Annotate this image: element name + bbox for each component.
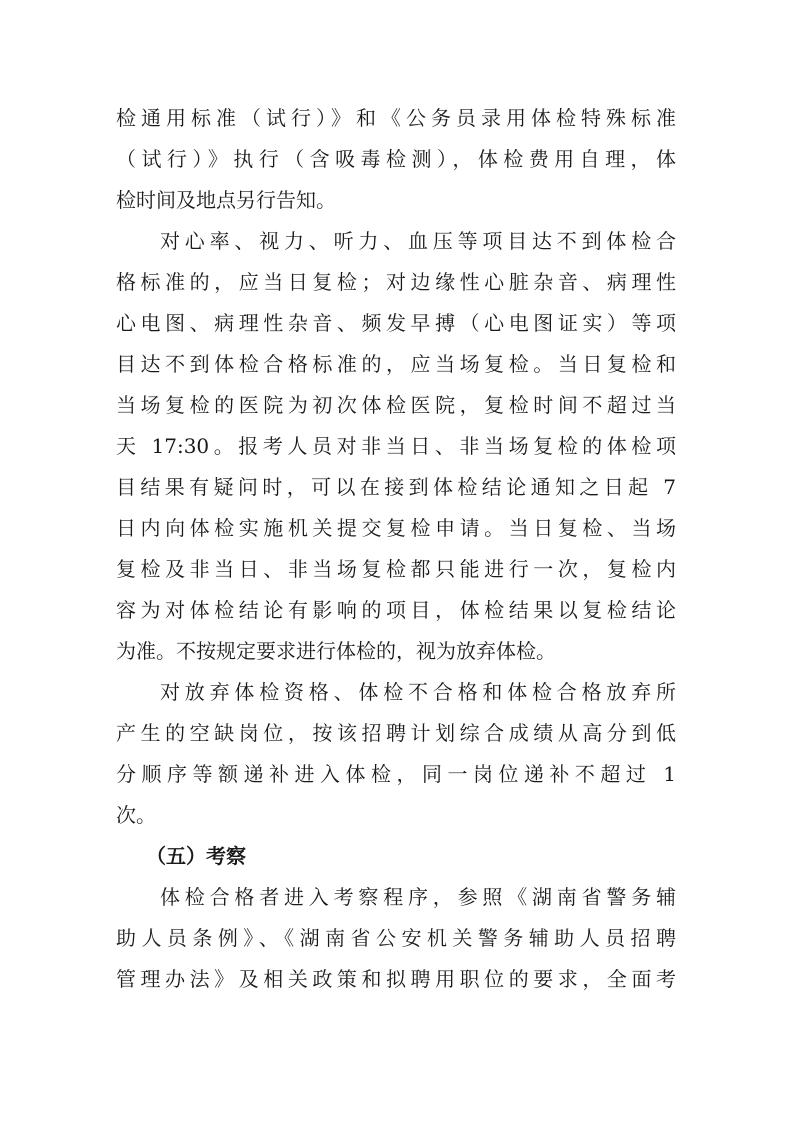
text-line: 日内向体检实施机关提交复检申请。当日复检、当场 — [116, 516, 676, 540]
text-line: 体检合格者进入考察程序，参照《湖南省警务辅 — [160, 885, 676, 909]
document-body — [116, 98, 676, 1000]
text-line: 对放弃体检资格、体检不合格和体检合格放弃所 — [160, 680, 676, 704]
section-heading: （五）考察 — [146, 844, 246, 868]
text-line: 容为对体检结论有影响的项目，体检结果以复检结论 — [116, 598, 676, 622]
text-line: 管理办法》及相关政策和拟聘用职位的要求，全面考 — [116, 967, 676, 991]
text-line: 助人员条例》、《湖南省公安机关警务辅助人员招聘 — [116, 926, 676, 950]
text-line: 次。 — [116, 803, 156, 827]
text-line: 分顺序等额递补进入体检，同一岗位递补不超过 1 — [116, 762, 676, 786]
text-line: 目达不到体检合格标准的，应当场复检。当日复检和 — [116, 352, 676, 376]
text-line: 天 17:30。报考人员对非当日、非当场复检的体检项 — [116, 434, 676, 458]
text-line: 目结果有疑问时，可以在接到体检结论通知之日起 7 — [116, 475, 676, 499]
text-line: 对心率、视力、听力、血压等项目达不到体检合 — [160, 229, 676, 253]
text-line: （试行）》执行（含吸毒检测），体检费用自理，体 — [116, 147, 676, 171]
text-line: 检时间及地点另行告知。 — [116, 188, 336, 212]
text-line: 心电图、病理性杂音、频发早搏（心电图证实）等项 — [116, 311, 676, 335]
text-line: 为准。不按规定要求进行体检的，视为放弃体检。 — [116, 639, 556, 663]
text-line: 复检及非当日、非当场复检都只能进行一次，复检内 — [116, 557, 676, 581]
text-line: 产生的空缺岗位，按该招聘计划综合成绩从高分到低 — [116, 721, 676, 745]
text-line: 当场复检的医院为初次体检医院，复检时间不超过当 — [116, 393, 676, 417]
text-line: 检通用标准（试行）》和《公务员录用体检特殊标准 — [116, 106, 676, 130]
text-line: 格标准的，应当日复检；对边缘性心脏杂音、病理性 — [116, 270, 676, 294]
